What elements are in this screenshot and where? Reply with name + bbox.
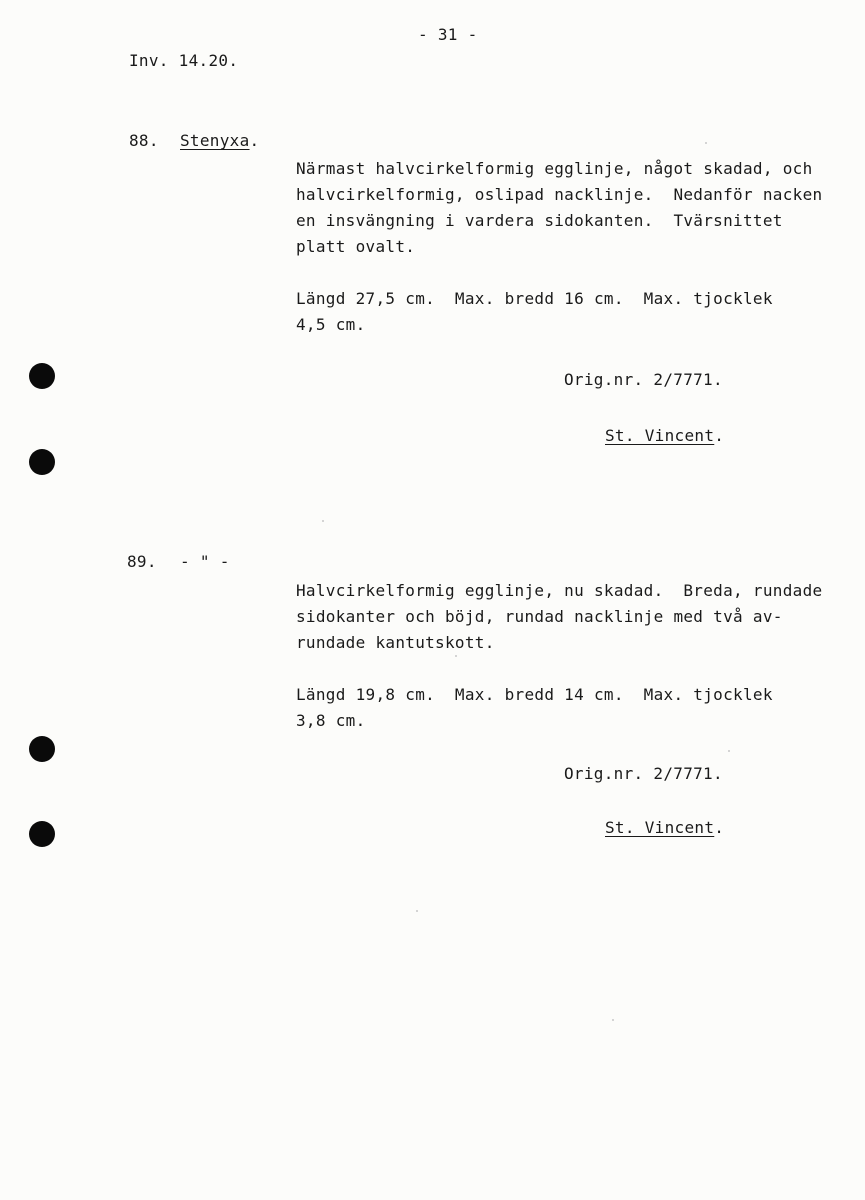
description-line: halvcirkelformig, oslipad nacklinje. Nedanför nacken [296,185,823,204]
paper-speck [705,142,707,144]
entry-title: Stenyxa [180,131,250,150]
measurement-line: 4,5 cm. [296,315,366,334]
place-name: St. Vincent [605,818,715,837]
paper-speck [728,750,730,752]
description-line: en insvängning i vardera sidokanten. Tvärsnittet [296,211,783,230]
measurement-line: Längd 19,8 cm. Max. bredd 14 cm. Max. tjocklek [296,685,773,704]
paper-speck [612,1019,614,1021]
paper-speck [322,520,324,522]
measurement-line: 3,8 cm. [296,711,366,730]
entry-title: - " - [180,552,230,571]
place-name: St. Vincent [605,426,715,445]
description-line: rundade kantutskott. [296,633,495,652]
place-line [605,423,724,449]
inventory-number: Inv. 14.20. [129,51,239,70]
punch-hole [29,736,55,762]
description-line: Närmast halvcirkelformig egglinje, något skadad, och [296,159,813,178]
description-line: sidokanter och böjd, rundad nacklinje med två av- [296,607,783,626]
place-line [605,815,724,841]
entry-title-suffix: . [249,131,260,150]
entry-number: 89. [127,552,157,571]
description-line: Halvcirkelformig egglinje, nu skadad. Breda, rundade [296,581,823,600]
original-number: Orig.nr. 2/7771. [564,764,723,783]
entry-title-line [180,128,259,154]
entry-number: 88. [129,131,159,150]
paper-speck [416,910,418,912]
measurement-line: Längd 27,5 cm. Max. bredd 16 cm. Max. tjocklek [296,289,773,308]
place-suffix: . [714,426,725,445]
punch-hole [29,363,55,389]
description-line: platt ovalt. [296,237,416,256]
punch-hole [29,821,55,847]
original-number: Orig.nr. 2/7771. [564,370,723,389]
page-number: - 31 - [418,25,478,44]
place-suffix: . [714,818,725,837]
punch-hole [29,449,55,475]
